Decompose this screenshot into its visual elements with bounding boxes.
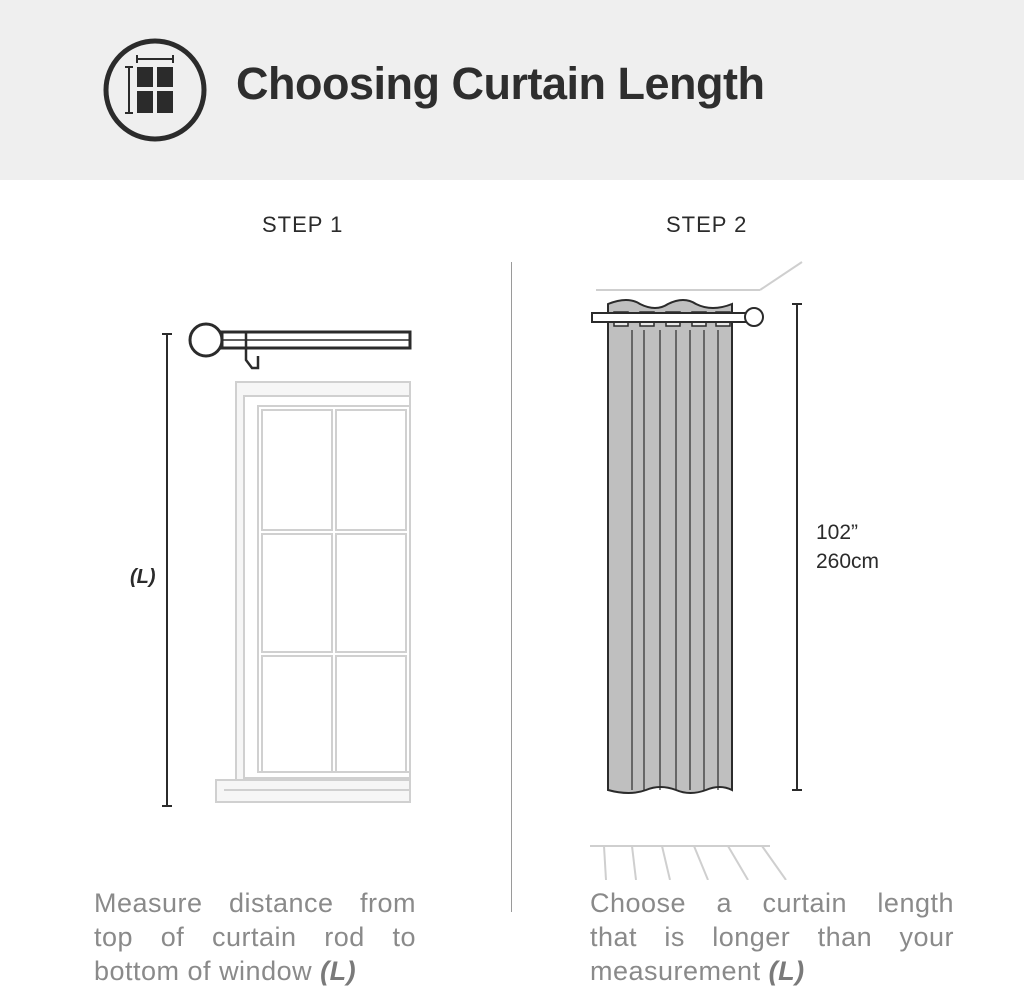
caption-line: Measure distance from — [94, 888, 416, 918]
window-icon — [102, 37, 208, 143]
caption-text: measurement — [590, 956, 761, 986]
caption-suffix: (L) — [768, 956, 805, 986]
measurement-cm: 260cm — [816, 550, 880, 573]
window-frame — [216, 382, 410, 802]
floor-lines — [590, 846, 786, 880]
caption-line-last — [94, 954, 416, 988]
measurement-inches: 102” — [816, 521, 859, 544]
step-1-label: STEP 1 — [262, 212, 344, 237]
dimension-line-L — [162, 334, 172, 806]
caption-text: bottom of window — [94, 956, 313, 986]
step-2-caption — [590, 886, 954, 988]
curtain-measurement — [816, 518, 879, 576]
curtain-rod-step1 — [190, 324, 410, 368]
caption-line-last — [590, 954, 954, 988]
curtain-panel — [608, 300, 732, 793]
dimension-line-102 — [792, 304, 802, 790]
page-title: Choosing Curtain Length — [236, 58, 765, 109]
header-banner — [0, 0, 1024, 180]
caption-line: that is longer than your — [590, 922, 954, 952]
step-1-caption — [94, 886, 416, 988]
caption-line: Choose a curtain length — [590, 888, 954, 918]
caption-line: top of curtain rod to — [94, 922, 416, 952]
caption-suffix: (L) — [320, 956, 357, 986]
dimension-label-L: (L) — [130, 566, 156, 588]
step-2-label: STEP 2 — [666, 212, 748, 237]
